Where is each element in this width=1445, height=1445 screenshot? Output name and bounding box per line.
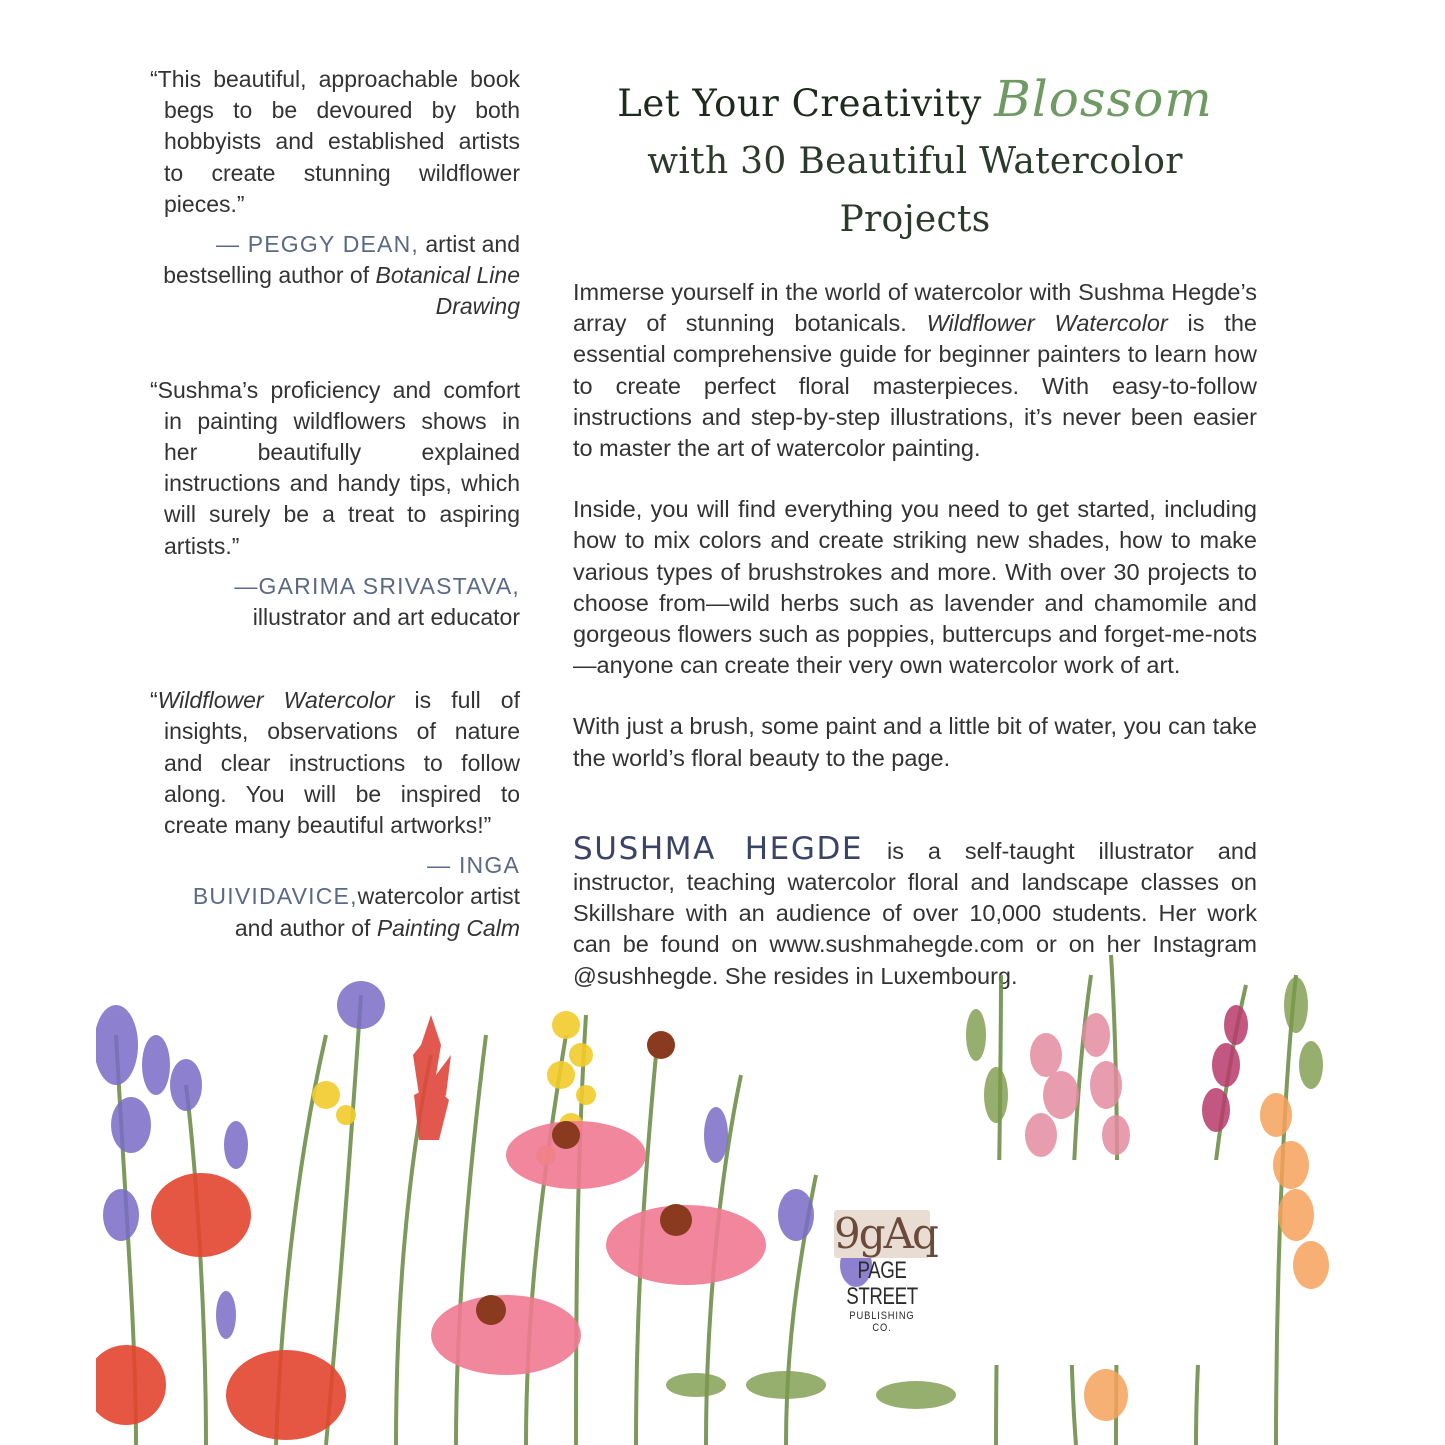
testimonials-column [150,64,520,944]
description-paragraph-3: With just a brush, some paint and a little bit of water, you can take the world’s floral beauty to the page. [573,713,1257,771]
quote-2-text: “Sushma’s proficiency and comfort in painting wildflowers shows in her beautifully explained instructions and handy tips, which will surely be a treat to aspiring artists.” [150,376,520,559]
quote-1 [150,64,520,220]
description-column [573,70,1257,992]
headline [573,70,1257,249]
headline-script-word: Blossom [994,70,1213,128]
headline-line-2: with 30 Beautiful Watercolor Projects [647,141,1183,240]
headline-line-1 [573,70,1257,133]
publisher-name: PAGE STREET [846,1257,918,1310]
quote-3-book-title: Wildflower Watercolor [157,687,395,714]
author-name: SUSHMA HEGDE [573,830,864,867]
p1-part-b: is the essential comprehensive guide for beginner painters to learn how to create perfect floral masterpieces. With easy-to-follow instructions and step-by-step illustrations, it’s never been easier to master the art of watercolor painting. [573,310,1258,462]
quote-2-attribution [150,571,520,633]
publisher-logo [834,1209,937,1334]
quote-3-body: is full of insights, observations of nature and clear instructions to follow along. You will be inspired to create many beautiful artworks!” [164,687,520,839]
quote-3-text [150,685,520,841]
p1-book-title: Wildflower Watercolor [926,310,1168,337]
quote-3-open-mark: “ [150,687,158,714]
quote-3 [150,685,520,841]
quote-1-author: — PEGGY DEAN, [215,231,419,258]
quote-3-attr-title: Painting Calm [376,914,520,941]
p1-part-a: Immerse yourself in the world of watercolor with Sushma Hegde’s array of stunning botanicals. [573,279,1257,337]
quote-2-author: —GARIMA SRIVASTAVA, [234,572,520,599]
description-paragraph-1 [573,277,1257,464]
description-paragraph-2: Inside, you will find everything you need to get started, including how to mix colors and create striking new shades, how to make various types of brushstrokes and more. With over 30 projects to choose from—wild herbs such as lavender and chamomile and gorgeous flowers such as poppies, buttercups and forget-me-nots—anyone can create their very own watercolor work of art. [573,496,1257,679]
author-bio-text: is a self-taught illustrator and instructor, teaching watercolor floral and landscape classes on Skillshare with an audience of over 10,000 students. Her work can be found on www.sushmahegde.com or on her Instagram @sushhegde. She resides in Luxembourg. [573,837,1257,989]
barcode-area [948,1160,1248,1365]
quote-1-role: artist and bestselling author of [163,231,520,289]
headline-prefix: Let Your Creativity [617,82,982,125]
quote-3-author: — INGA BUIVIDAVICE, [192,852,520,910]
publisher-subname: PUBLISHING CO. [849,1310,915,1334]
publisher-logo-glyphs: 9gAq [834,1209,937,1258]
quote-1-book-title: Botanical Line Drawing [375,262,520,320]
quote-1-attribution [150,229,520,323]
quote-3-role: watercolor artist and author of [234,883,520,941]
quote-2 [150,375,520,562]
quote-2-role: illustrator and art educator [252,604,520,631]
quote-1-text: “This beautiful, approachable book begs to be devoured by both hobbyists and established artists to create stunning wildflower pieces.” [150,66,520,217]
